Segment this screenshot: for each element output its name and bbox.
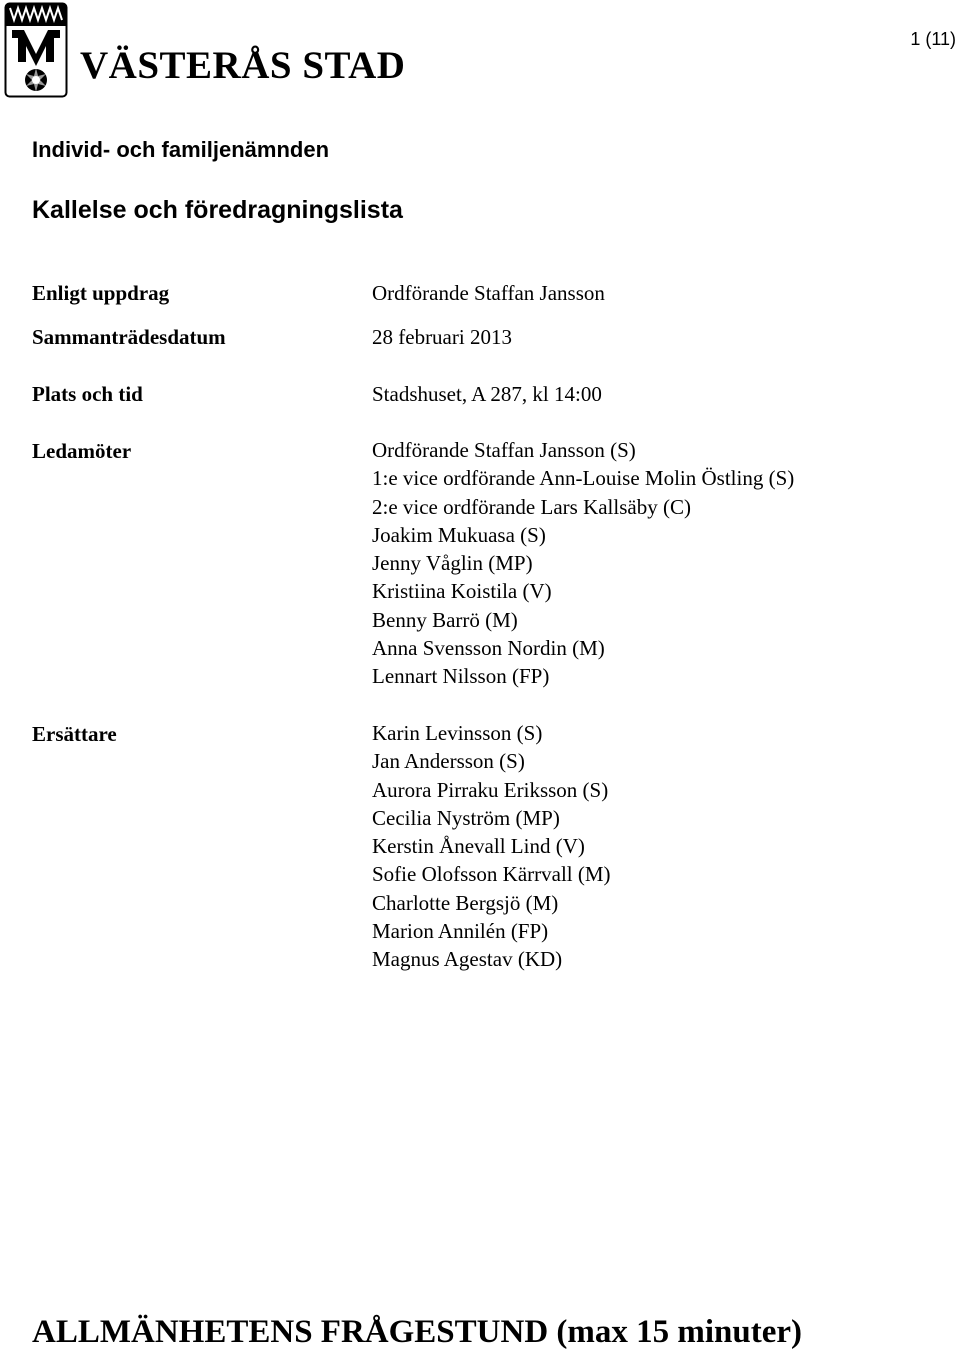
- member-name: Benny Barrö (M): [372, 607, 518, 632]
- substitute-name: Cecilia Nyström (MP): [372, 805, 560, 830]
- members-label: Ledamöter: [32, 439, 132, 463]
- member-name: 2:e vice ordförande Lars Kallsäby (C): [372, 494, 691, 519]
- member-name: Lennart Nilsson (FP): [372, 664, 550, 689]
- meta-label-assignment: Enligt uppdrag: [32, 281, 170, 305]
- member-name: Ordförande Staffan Jansson (S): [372, 438, 636, 462]
- document-title: Kallelse och föredragningslista: [32, 196, 403, 224]
- city-logo: [4, 2, 406, 98]
- substitute-name: Charlotte Bergsjö (M): [372, 890, 559, 915]
- substitute-name: Karin Levinsson (S): [372, 721, 543, 745]
- members-list: [372, 436, 794, 691]
- substitute-name: Kerstin Ånevall Lind (V): [372, 834, 585, 859]
- substitutes-label: Ersättare: [32, 722, 117, 746]
- substitutes-list: [372, 719, 611, 974]
- meta-value-meeting-date: 28 februari 2013: [372, 325, 512, 349]
- substitute-name: Jan Andersson (S): [372, 749, 525, 774]
- meta-label-place-time: Plats och tid: [32, 382, 143, 406]
- member-name: Anna Svensson Nordin (M): [372, 636, 605, 661]
- page-number: 1 (11): [910, 29, 956, 49]
- meta-value-assignment: Ordförande Staffan Jansson: [372, 281, 605, 305]
- substitute-name: Magnus Agestav (KD): [372, 947, 563, 972]
- section-heading-public-questions: ALLMÄNHETENS FRÅGESTUND (max 15 minuter): [32, 1314, 803, 1350]
- member-name: 1:e vice ordförande Ann-Louise Molin Östling (S): [372, 466, 795, 491]
- coat-of-arms-icon: [4, 2, 68, 98]
- committee-name: Individ- och familjenämnden: [32, 137, 330, 162]
- substitute-name: Marion Annilén (FP): [372, 919, 549, 944]
- logo-text: VÄSTERÅS STAD: [80, 44, 406, 87]
- meta-label-meeting-date: Sammanträdesdatum: [32, 325, 226, 349]
- meta-value-place-time: Stadshuset, A 287, kl 14:00: [372, 382, 602, 406]
- member-name: Kristiina Koistila (V): [372, 579, 552, 604]
- member-name: Jenny Våglin (MP): [372, 551, 533, 576]
- member-name: Joakim Mukuasa (S): [372, 522, 546, 547]
- substitute-name: Sofie Olofsson Kärrvall (M): [372, 862, 611, 887]
- substitute-name: Aurora Pirraku Eriksson (S): [372, 777, 609, 802]
